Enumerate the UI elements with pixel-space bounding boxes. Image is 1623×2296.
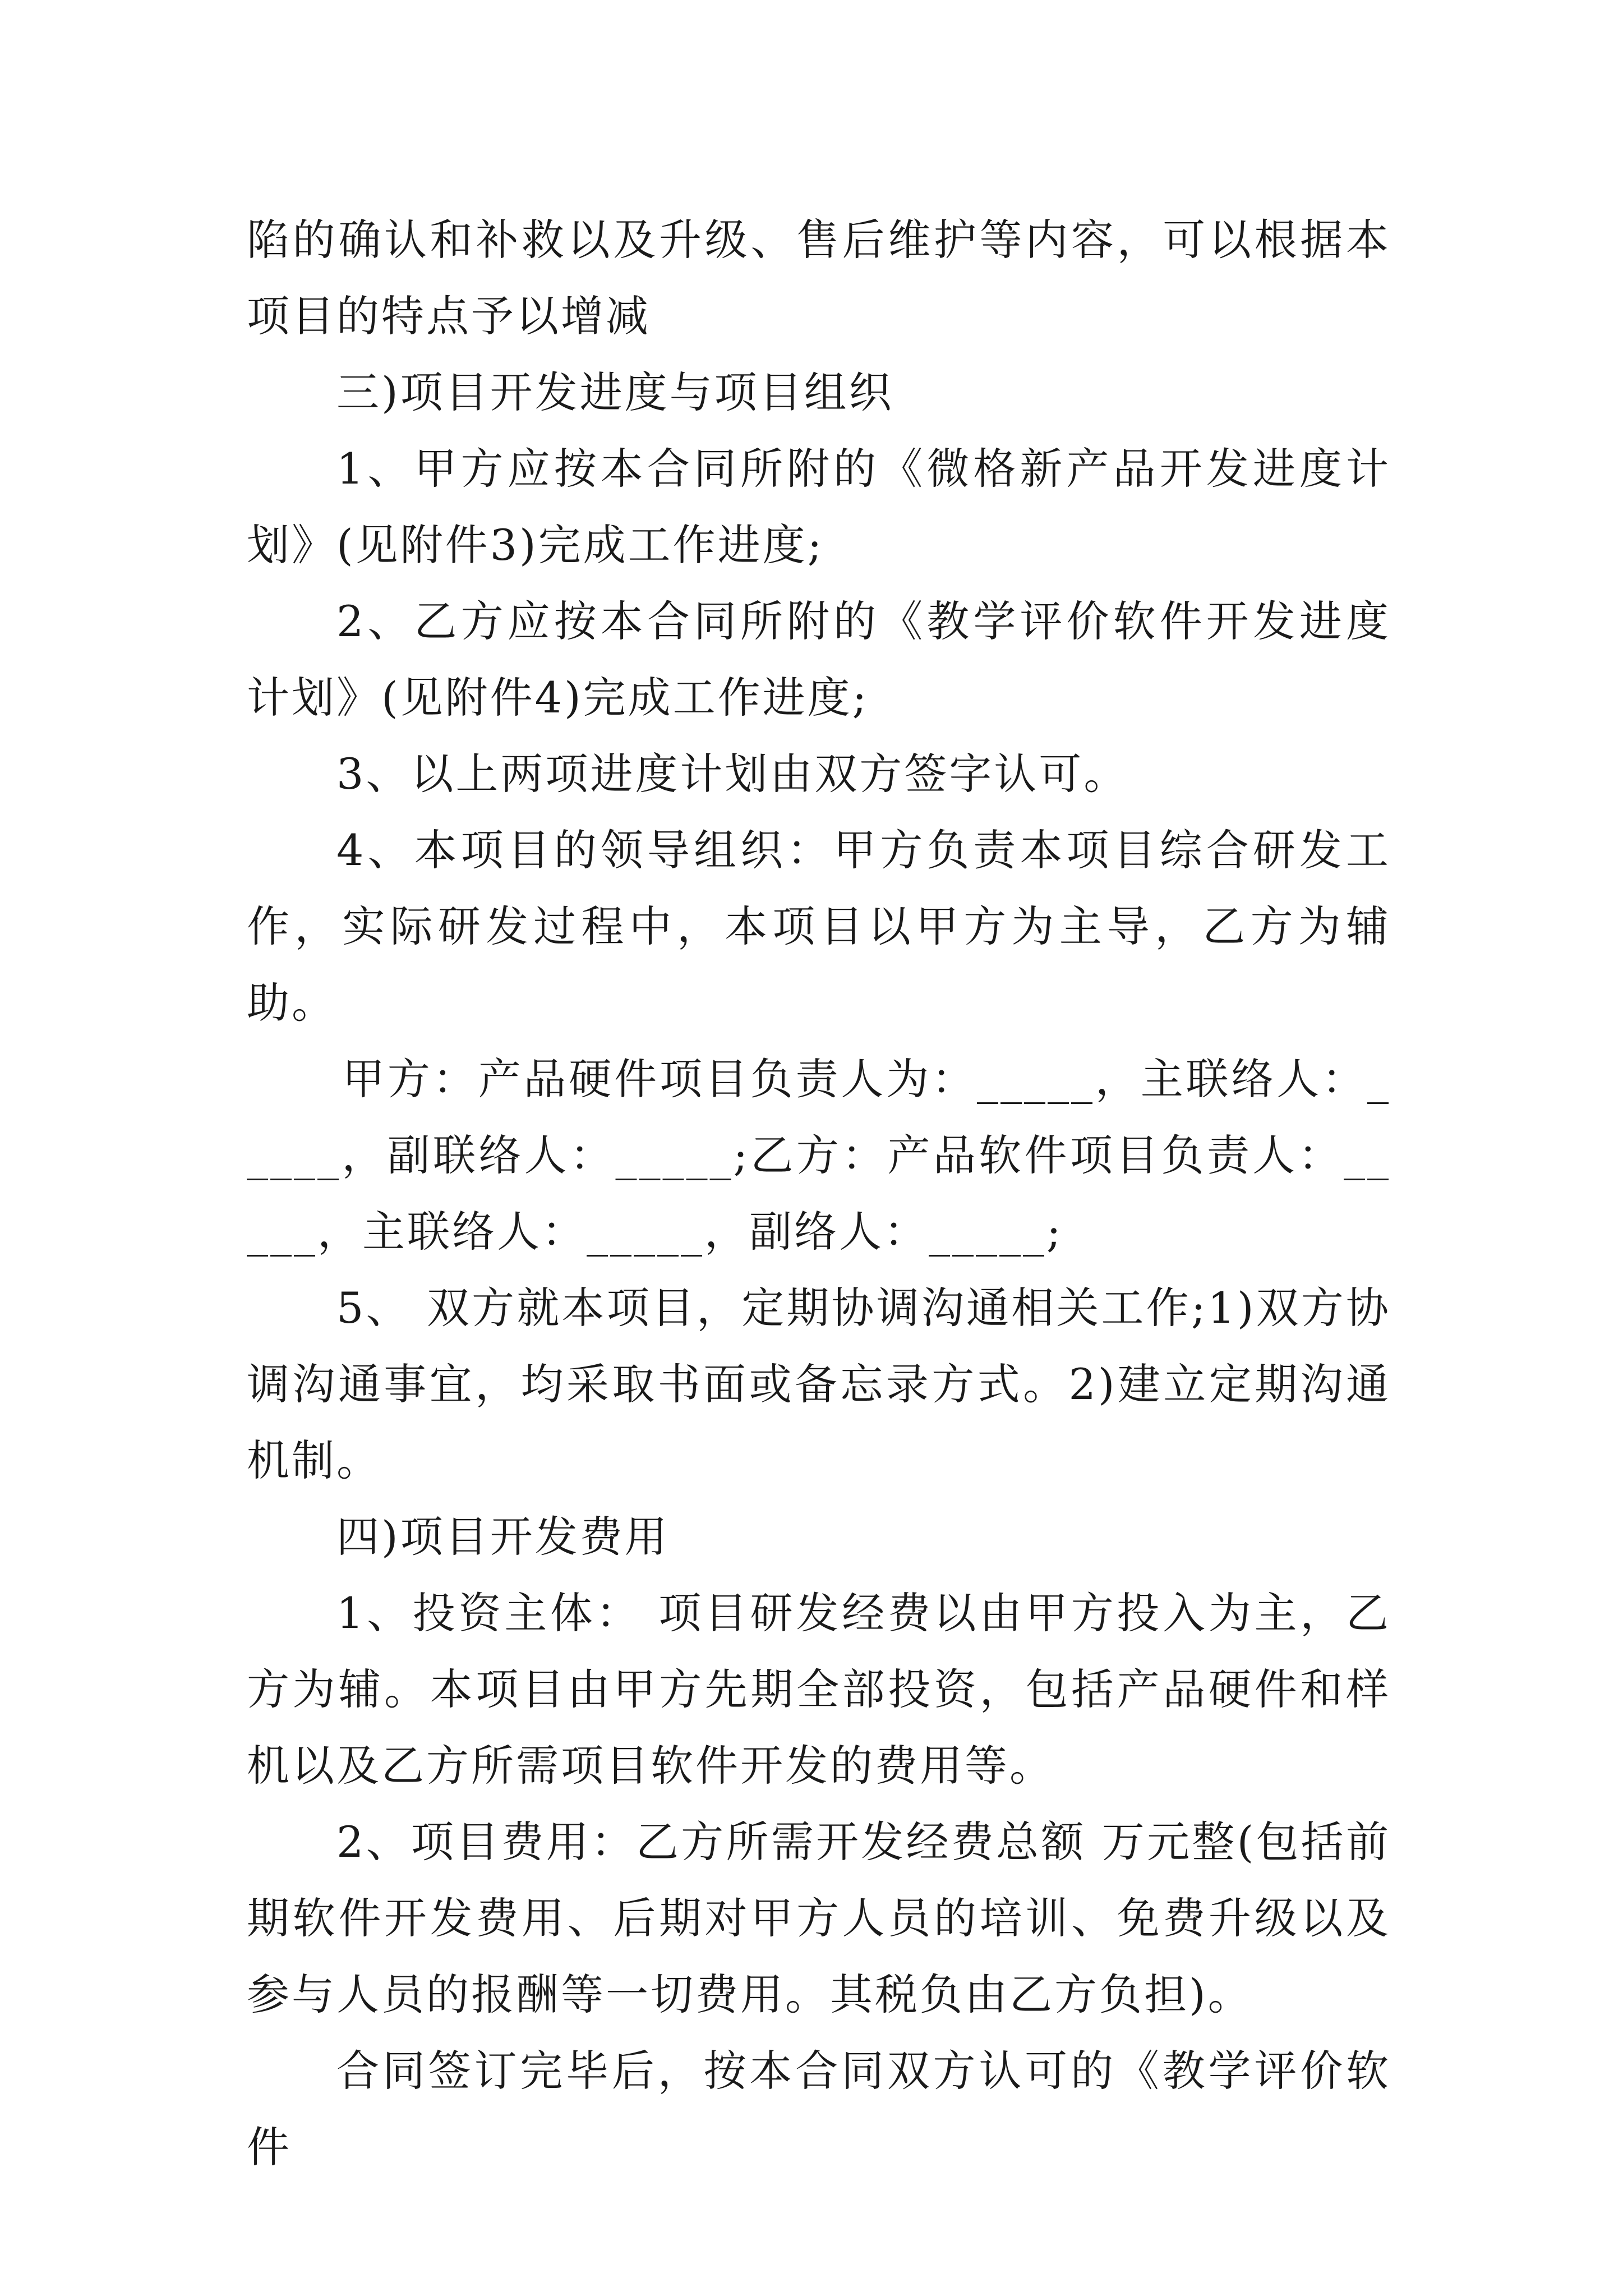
section-heading-schedule: 三)项目开发进度与项目组织 bbox=[336, 367, 894, 417]
clause-1-party-a-schedule: 1、甲方应按本合同所附的《微格新产品开发进度计划》(见附件3)完成工作进度; bbox=[247, 444, 1391, 570]
contacts-paragraph: 甲方：产品硬件项目负责人为：_____，主联络人：_____，副联络人：_____;乙方：产品软件项目负责人：_____，主联络人：_____，副络人：_____; bbox=[247, 1054, 1391, 1257]
clause-2-project-fees: 2、项目费用：乙方所需开发经费总额 万元整(包括前期软件开发费用、后期对甲方人员的培训、免费升级以及参与人员的报酬等一切费用。其税负由乙方负担)。 bbox=[247, 1817, 1391, 2019]
document-body bbox=[247, 202, 1391, 2185]
clause-2-party-b-schedule: 2、乙方应按本合同所附的《教学评价软件开发进度计划》(见附件4)完成工作进度; bbox=[247, 596, 1391, 723]
section-heading-costs: 四)项目开发费用 bbox=[336, 1512, 670, 1562]
clause-1-investment: 1、投资主体： 项目研发经费以由甲方投入为主，乙方为辅。本项目由甲方先期全部投资，包括产品硬件和样机以及乙方所需项目软件开发的费用等。 bbox=[247, 1588, 1391, 1791]
clause-5-coordination: 5、 双方就本项目，定期协调沟通相关工作;1)双方协调沟通事宜，均采取书面或备忘录方式。2)建立定期沟通机制。 bbox=[247, 1283, 1391, 1485]
paragraph-continuation: 陷的确认和补救以及升级、售后维护等内容，可以根据本项目的特点予以增减 bbox=[247, 215, 1391, 341]
clause-4-leadership: 4、本项目的领导组织：甲方负责本项目综合研发工作，实际研发过程中，本项目以甲方为主导，乙方为辅助。 bbox=[247, 825, 1391, 1028]
clause-3-signature: 3、以上两项进度计划由双方签字认可。 bbox=[336, 749, 1129, 799]
paragraph-after-signing: 合同签订完毕后，按本合同双方认可的《教学评价软件 bbox=[247, 2046, 1391, 2172]
